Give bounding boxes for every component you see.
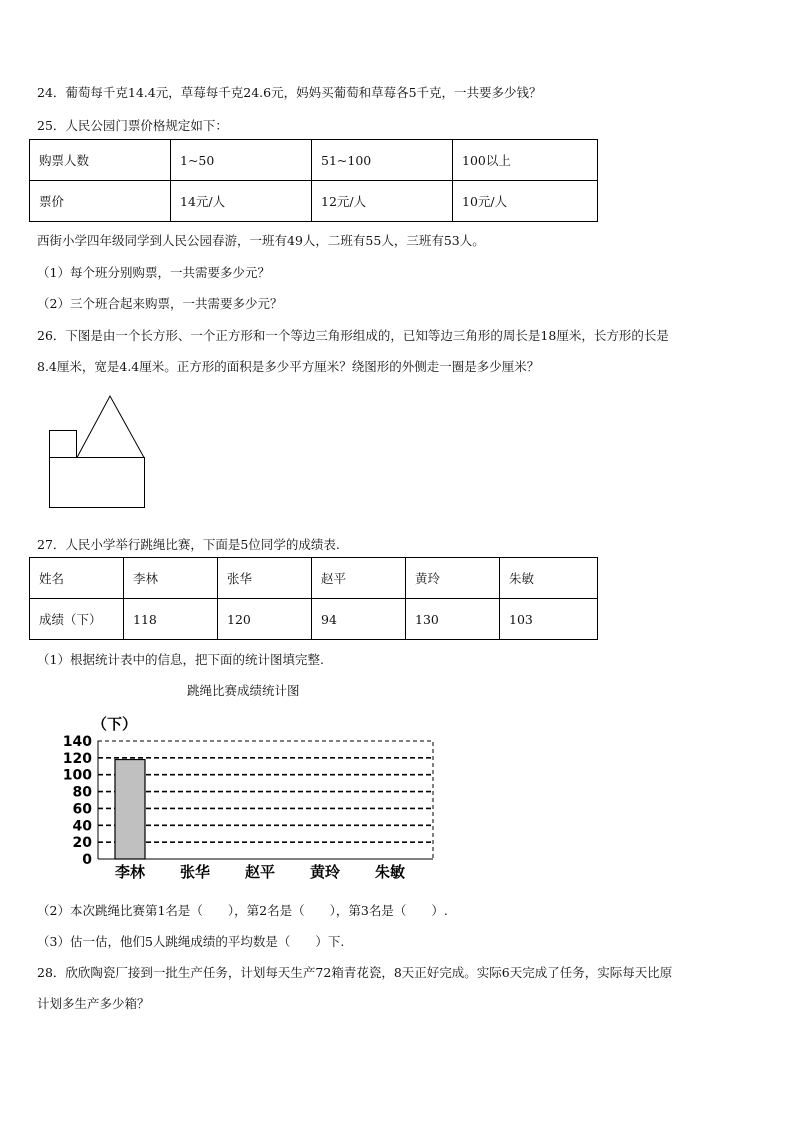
table-cell: 购票人数 [30,140,171,181]
y-tick-label: 120 [62,750,92,767]
table-cell: 1~50 [171,140,312,181]
question-25-sub2: （2）三个班合起来购票，一共需要多少元？ [37,296,283,311]
question-25-title: 25．人民公园门票价格规定如下： [37,118,228,133]
question-24: 24．葡萄每千克14.4元，草莓每千克24.6元，妈妈买葡萄和草莓各5千克，一共要多少钱？ [37,85,542,100]
table-cell: 51~100 [312,140,453,181]
bar-1 [115,760,145,859]
y-tick-label: 20 [72,835,92,852]
y-tick-label: 40 [72,818,92,835]
question-27-title: 27．人民小学举行跳绳比赛，下面是5位同学的成绩表. [37,537,340,552]
table-cell: 100以上 [453,140,598,181]
table-cell: 10元/人 [453,181,598,222]
question-25-info: 西街小学四年级同学到人民公园春游，一班有49人，二班有55人，三班有53人。 [37,233,485,248]
y-tick-label: 0 [82,852,92,868]
y-tick-label: 140 [62,734,92,750]
x-tick-label: 李林 [114,863,146,881]
question-26-line2: 8.4厘米，宽是4.4厘米。正方形的面积是多少平方厘米？绕图形的外侧走一圈是多少厘米？ [37,359,540,374]
x-tick-label: 赵平 [244,863,276,881]
table-cell: 张华 [218,558,312,599]
y-axis-unit-label: （下） [92,715,138,733]
plot-frame [98,741,433,859]
table-cell: 黄玲 [406,558,500,599]
table-cell: 12元/人 [312,181,453,222]
x-tick-label: 黄玲 [309,863,341,881]
question-28-line1: 28．欣欣陶瓷厂接到一批生产任务，计划每天生产72箱青花瓷，8天正好完成。实际6天完成了任务，实际每天比原 [37,965,673,980]
table-cell: 成绩（下） [30,599,124,640]
table-cell: 姓名 [30,558,124,599]
table-cell: 票价 [30,181,171,222]
table-cell: 118 [124,599,218,640]
table-cell: 94 [312,599,406,640]
table-cell: 李林 [124,558,218,599]
table-cell: 120 [218,599,312,640]
question-26-line1: 26．下图是由一个长方形、一个正方形和一个等边三角形组成的，已知等边三角形的周长是18厘米，长方形的长是 [37,328,669,343]
table-cell: 130 [406,599,500,640]
table-cell: 朱敏 [500,558,598,599]
chart-title: 跳绳比赛成绩统计图 [187,683,300,698]
y-tick-label: 60 [72,801,92,818]
question-27-sub3: （3）估一估，他们5人跳绳成绩的平均数是（ ）下. [37,934,345,949]
x-tick-label: 朱敏 [374,863,406,881]
question-25-sub1: （1）每个班分别购票，一共需要多少元？ [37,265,270,280]
x-tick-label: 张华 [179,863,211,881]
question-27-sub2: （2）本次跳绳比赛第1名是（ ），第2名是（ ），第3名是（ ）. [37,903,448,918]
table-cell: 103 [500,599,598,640]
question-27-sub1: （1）根据统计表中的信息，把下面的统计图填完整. [37,652,324,667]
question-28-line2: 计划多生产多少箱？ [37,996,150,1011]
table-cell: 赵平 [312,558,406,599]
table-cell: 14元/人 [171,181,312,222]
y-tick-label: 100 [62,767,92,784]
y-tick-label: 80 [72,784,92,801]
